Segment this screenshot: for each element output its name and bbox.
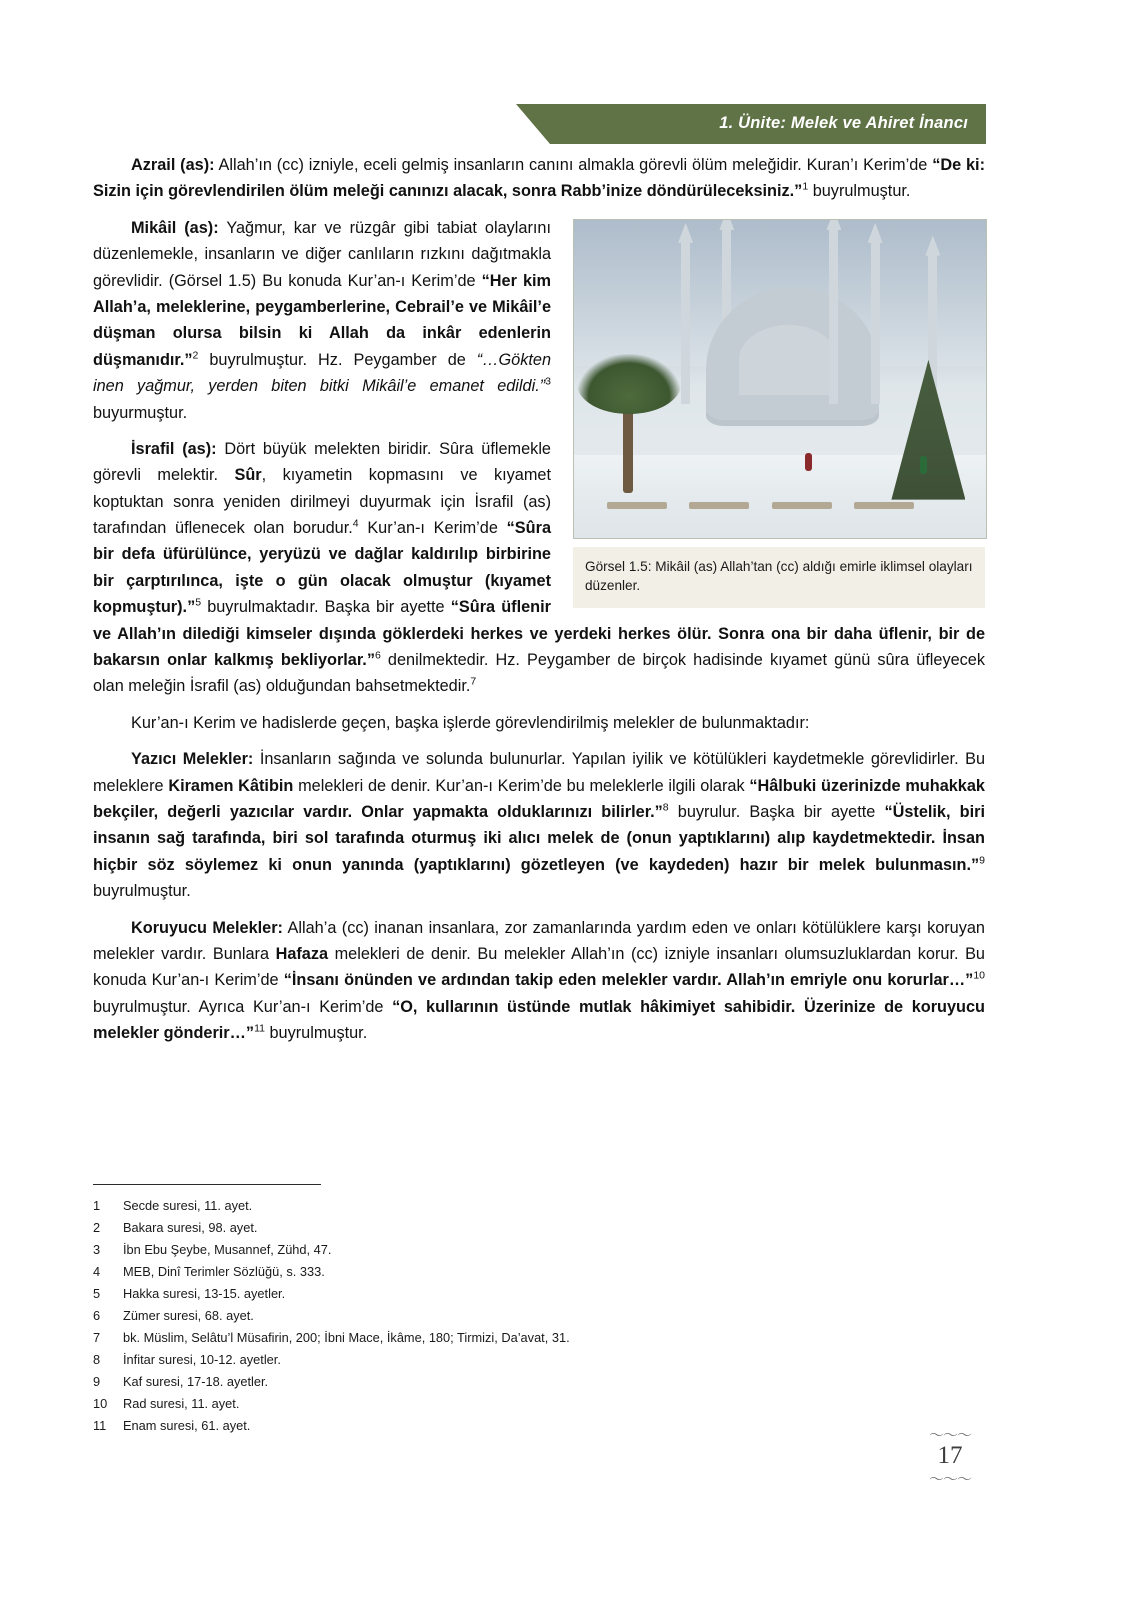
footnote-divider <box>93 1184 321 1185</box>
unit-title: 1. Ünite: Melek ve Ahiret İnancı <box>719 114 968 132</box>
footnote-number: 6 <box>93 1308 101 1323</box>
page-content <box>93 152 985 1057</box>
mikail-hadith: “…Gökten inen yağmur, yerden biten bitki Mikâil’e emanet edildi.” <box>93 350 551 396</box>
page-number-block <box>890 1428 1010 1485</box>
footnote-number: 4 <box>93 1264 101 1279</box>
footnote-ref-7: 7 <box>470 676 477 688</box>
minaret-icon <box>681 239 690 404</box>
term-yazici-melekler: Yazıcı Melekler: <box>131 750 254 769</box>
footnote-item <box>93 1393 653 1415</box>
figure-caption: Görsel 1.5: Mikâil (as) Allah’tan (cc) aldığı emirle iklimsel olayları düzenler. <box>573 547 985 608</box>
paragraph-yazici-melekler <box>93 746 985 904</box>
koruyucu-text-d: buyrulmuştur. <box>264 1024 368 1043</box>
mikail-text-c: buyurmuştur. <box>93 403 188 422</box>
footnote-ref-3: 3 <box>545 375 551 388</box>
footnote-number: 7 <box>93 1330 101 1345</box>
footnote-item <box>93 1349 653 1371</box>
footnote-item <box>93 1371 653 1393</box>
footnote-ref-10: 10 <box>973 969 985 982</box>
footnote-text: Hakka suresi, 13-15. ayetler. <box>123 1286 286 1301</box>
israfil-text-d: buyrulmaktadır. Başka bir ayette <box>201 598 451 617</box>
footnote-ref-6: 6 <box>374 649 381 662</box>
ornament-top: 〜〜〜 <box>928 1428 971 1441</box>
israfil-text-b: , kıyametin kopmasını ve kıyamet koptuktan sonra yeniden dirilmeyi duyurmak için İsrafil (as) tarafından üflenecek olan borudur. <box>93 466 551 538</box>
footnote-ref-9: 9 <box>979 854 985 867</box>
person-figure <box>805 453 812 471</box>
footnote-text: İbn Ebu Şeybe, Musannef, Zühd, 47. <box>123 1242 332 1257</box>
footnote-text: Enam suresi, 61. ayet. <box>123 1418 251 1433</box>
bench <box>854 502 914 509</box>
paragraph-azrail <box>93 152 985 205</box>
mosque-dome-secondary <box>739 325 838 395</box>
israfil-text-c: Kur’an-ı Kerim’de <box>358 519 507 538</box>
term-hafaza: Hafaza <box>275 944 329 963</box>
ornament-bottom: 〜〜〜 <box>928 1472 971 1485</box>
israfil-text-e: denilmektedir. Hz. Peygamber de birçok hadisinde kıyamet günü sûra üfleyecek olan meleğin İsrafil (as) olduğundan bahsetmektedir. <box>93 651 985 696</box>
footnote-ref-4: 4 <box>352 517 359 530</box>
israfil-text-a: Dört büyük melekten biridir. Sûra üflemekle görevli melektir. <box>93 439 551 485</box>
minaret-icon <box>871 239 880 404</box>
footnote-item <box>93 1327 653 1349</box>
mikail-quote: “Her kim Allah’a, meleklerine, peygamberlerine, Cebrail’e ve Mikâil’e düşman olursa bilsin ki Allah da inkâr edenlerin düşmanıdır.” <box>93 271 551 369</box>
mikail-text-a: Yağmur, kar ve rüzgâr gibi tabiat olaylarını düzenlemekle, insanların ve diğer canlıların rızkını dağıtmakla görevlidir. (Görsel 1.5) Bu konuda Kur’an-ı Kerim’de <box>93 218 551 290</box>
koruyucu-text-a: Allah’a (cc) inanan insanlara, zor zamanlarında yardım eden ve onları kötülüklere karşı koruyan melekler vardır. Bunlara <box>93 918 985 963</box>
term-koruyucu-melekler: Koruyucu Melekler: <box>131 918 283 937</box>
azrail-text-b: buyrulmuştur. <box>808 182 911 201</box>
footnote-text: bk. Müslim, Selâtu’l Müsafirin, 200; İbni Mace, İkâme, 180; Tirmizi, Da’avat, 31. <box>123 1330 570 1345</box>
footnote-text: Bakara suresi, 98. ayet. <box>123 1220 258 1235</box>
footnote-item <box>93 1217 653 1239</box>
palm-tree <box>623 388 633 493</box>
yazici-quote-1: “Hâlbuki üzerinizde muhakkak bekçiler, değerli yazıcılar vardır. Onlar yapmakta olduklarınızı bilirler.” <box>93 776 985 821</box>
footnote-text: Secde suresi, 11. ayet. <box>123 1198 253 1213</box>
footnote-number: 9 <box>93 1374 101 1389</box>
yazici-text-a: İnsanların sağında ve solunda bulunurlar. Yapılan iyilik ve kötülükleri kaydetmekle görevlidirler. Bu meleklere <box>93 750 985 795</box>
azrail-quote: “De ki: Sizin için görevlendirilen ölüm meleği canınızı alacak, sonra Rabb’inize döndürüleceksiniz.” <box>93 156 985 201</box>
footnote-text: MEB, Dinî Terimler Sözlüğü, s. 333. <box>123 1264 325 1279</box>
yazici-text-c: buyrulur. Başka bir ayette <box>668 802 885 821</box>
bench <box>607 502 667 509</box>
footnote-item <box>93 1283 653 1305</box>
footnote-item <box>93 1195 653 1217</box>
term-kiramen-katibin: Kiramen Kâtibin <box>168 776 294 795</box>
footnote-ref-8: 8 <box>662 801 669 814</box>
term-sur: Sûr <box>234 466 262 485</box>
footnote-number: 1 <box>93 1198 101 1213</box>
footnote-item <box>93 1415 653 1437</box>
footnote-ref-5: 5 <box>195 596 202 609</box>
footnote-number: 2 <box>93 1220 101 1235</box>
footnote-text: İnfitar suresi, 10-12. ayetler. <box>123 1352 281 1367</box>
figure-1-5 <box>573 219 985 608</box>
unit-header-banner <box>516 104 986 144</box>
footnote-text: Rad suresi, 11. ayet. <box>123 1396 240 1411</box>
yazici-quote-2: “Üstelik, biri insanın sağ tarafında, biri sol tarafında oturmuş iki alıcı melek de (onun yaptıklarını) alıp kaydetmektedir. İnsan hiçbir söz söylemez ki onun yanında (yaptıklarını) gözetleyen (ve kaydeden) hazır bir melek bulunmasın.” <box>93 802 985 874</box>
israfil-quote-2: “Sûra üflenir ve Allah’ın dilediği kimseler dışında göklerdeki herkes ve yerdeki herkes ölür. Sonra ona bir daha üflenir, bir de bakarsın onlar kalkmış bekliyorlar.” <box>93 598 985 670</box>
footnote-ref-1: 1 <box>802 180 809 193</box>
person-figure <box>920 456 927 474</box>
footnote-text: Zümer suresi, 68. ayet. <box>123 1308 254 1323</box>
footnote-number: 11 <box>93 1418 107 1433</box>
footnote-number: 8 <box>93 1352 101 1367</box>
azrail-text-a: Allah’ın (cc) izniyle, eceli gelmiş insanların canını almakla görevli ölüm meleğidir. Kuran’ı Kerim’de <box>214 156 933 174</box>
bench <box>772 502 832 509</box>
footnote-text: Kaf suresi, 17-18. ayetler. <box>123 1374 269 1389</box>
footnote-number: 3 <box>93 1242 101 1257</box>
footnote-ref-2: 2 <box>192 349 199 362</box>
minaret-icon <box>829 226 838 404</box>
snowy-mosque-photo <box>573 219 987 539</box>
koruyucu-quote-2: “O, kullarının üstünde mutlak hâkimiyet sahibidir. Üzerinize de koruyucu melekler gönderir…” <box>93 997 985 1043</box>
paragraph-intro-other-angels: Kur’an-ı Kerim ve hadislerde geçen, başka işlerde görevlendirilmiş melekler de bulunmaktadır: <box>131 713 810 732</box>
footnote-item <box>93 1239 653 1261</box>
term-azrail: Azrail (as): <box>131 156 215 174</box>
yazici-text-d: buyrulmuştur. <box>93 882 191 901</box>
footnote-number: 10 <box>93 1396 108 1411</box>
term-mikail: Mikâil (as): <box>131 218 219 237</box>
page-number: 17 <box>937 1442 963 1469</box>
koruyucu-quote-1: “İnsanı önünden ve ardından takip eden melekler vardır. Allah’ın emriyle onu korurlar…” <box>283 971 974 990</box>
israfil-quote-1: “Sûra bir defa üfürülünce, yeryüzü ve dağlar kaldırılıp birbirine bir çarptırılınca, işte o gün olacak olmuştur (kıyamet kopmuştur).” <box>93 519 551 617</box>
conifer-tree <box>891 360 965 500</box>
mikail-text-b: buyrulmuştur. Hz. Peygamber de <box>198 350 477 369</box>
koruyucu-text-b: melekleri de denir. Bu melekler Allah’ın (cc) izniyle insanları olumsuzluklardan korur. Bu konuda Kur’an-ı Kerim’de <box>93 944 985 990</box>
bench <box>689 502 749 509</box>
footnote-ref-11: 11 <box>254 1022 265 1035</box>
koruyucu-text-c: buyrulmuştur. Ayrıca Kur’an-ı Kerim’de <box>93 997 393 1016</box>
footnote-item <box>93 1261 653 1283</box>
term-israfil: İsrafil (as): <box>131 439 217 458</box>
footnotes-section <box>93 1184 653 1437</box>
footnote-number: 5 <box>93 1286 101 1301</box>
footnote-item <box>93 1305 653 1327</box>
paragraph-koruyucu-melekler <box>93 915 985 1047</box>
yazici-text-b: melekleri de denir. Kur’an-ı Kerim’de bu meleklerle ilgili olarak <box>293 776 750 795</box>
